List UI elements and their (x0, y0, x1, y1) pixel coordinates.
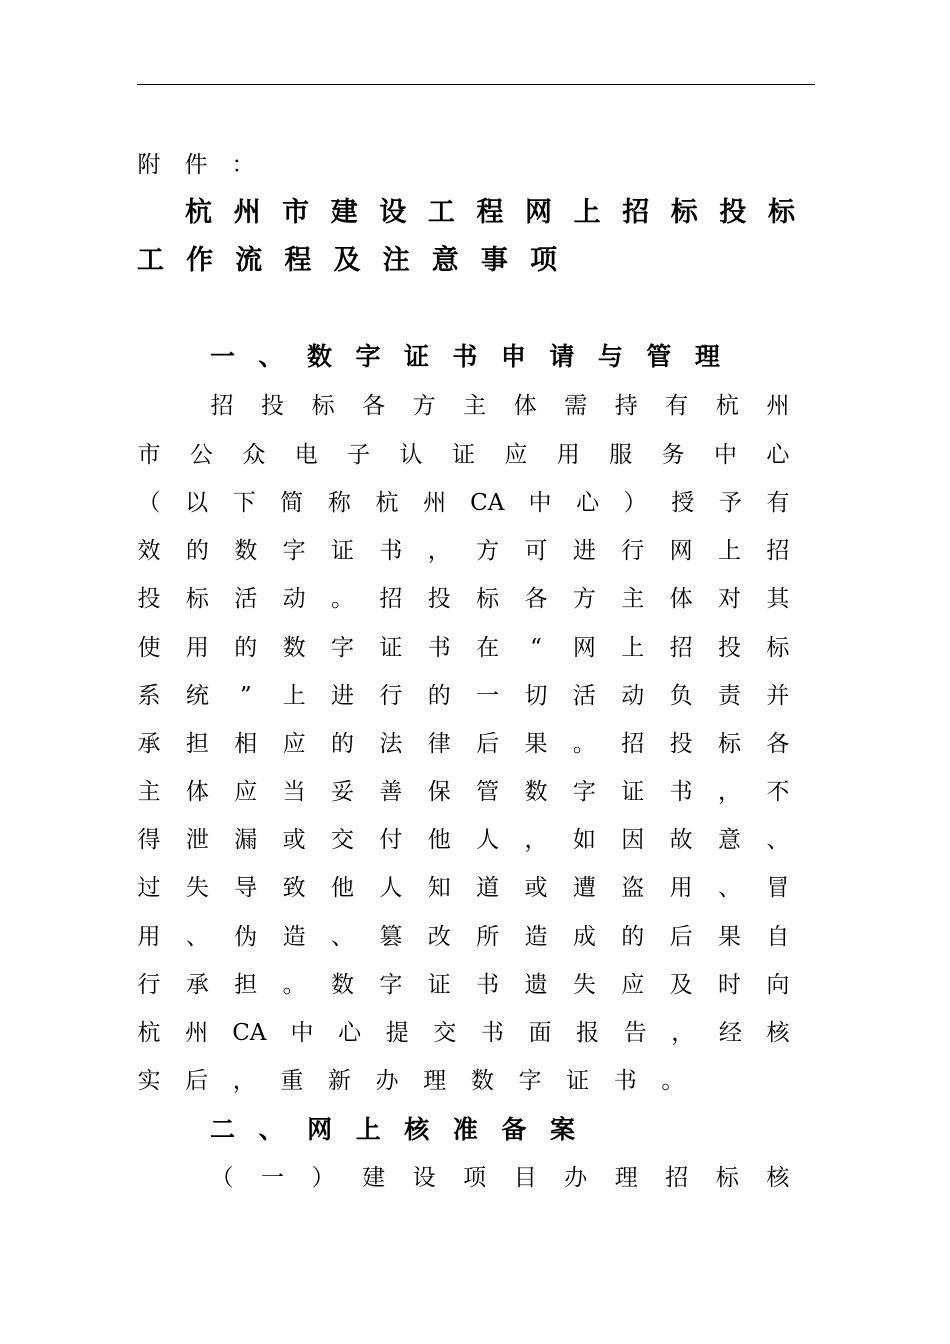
section1-line-12: 用 、 伪 造 、 篡 改 所 造 成 的 后 果 自 (137, 924, 790, 950)
section1-line-9: 主 体 应 当 妥 善 保 管 数 字 证 书 ， 不 (137, 779, 790, 805)
section1-line-10: 得 泄 漏 或 交 付 他 人 ， 如 因 故 意 、 (137, 827, 790, 853)
section1-line-2: 市 公 众 电 子 认 证 应 用 服 务 中 心 (137, 442, 790, 468)
section1-line-14: 杭 州 CA 中 心 提 交 书 面 报 告 ， 经 核 (137, 1020, 790, 1046)
section1-line-4: 效 的 数 字 证 书 ， 方 可 进 行 网 上 招 (137, 538, 790, 564)
header-rule (137, 84, 815, 85)
section1-heading: 一 、 数 字 证 书 申 请 与 管 理 (210, 342, 720, 371)
section1-line-7: 系 统 ” 上 进 行 的 一 切 活 动 负 责 并 (137, 683, 790, 709)
section1-line-5: 投 标 活 动 。 招 投 标 各 方 主 体 对 其 (137, 586, 790, 612)
section1-line-13: 行 承 担 。 数 字 证 书 遗 失 应 及 时 向 (137, 972, 790, 998)
section2-heading: 二 、 网 上 核 准 备 案 (210, 1115, 575, 1144)
section1-line-6: 使 用 的 数 字 证 书 在 “ 网 上 招 投 标 (137, 635, 790, 661)
title-line-2: 工 作 流 程 及 注 意 事 项 (137, 245, 557, 276)
section1-line-3: （ 以 下 简 称 杭 州 CA 中 心 ） 授 予 有 (137, 490, 790, 516)
section1-line-11: 过 失 导 致 他 人 知 道 或 遭 盗 用 、 冒 (137, 875, 790, 901)
section1-line-8: 承 担 相 应 的 法 律 后 果 。 招 投 标 各 (137, 731, 790, 757)
section2-subheading: （ 一 ） 建 设 项 目 办 理 招 标 核 (210, 1165, 790, 1191)
section1-line-15: 实 后 ， 重 新 办 理 数 字 证 书 。 (137, 1068, 685, 1094)
title-line-1: 杭 州 市 建 设 工 程 网 上 招 标 投 标 (185, 197, 795, 228)
attachment-label: 附 件 ： (137, 152, 255, 178)
section1-line-1: 招 投 标 各 方 主 体 需 持 有 杭 州 (210, 393, 790, 419)
